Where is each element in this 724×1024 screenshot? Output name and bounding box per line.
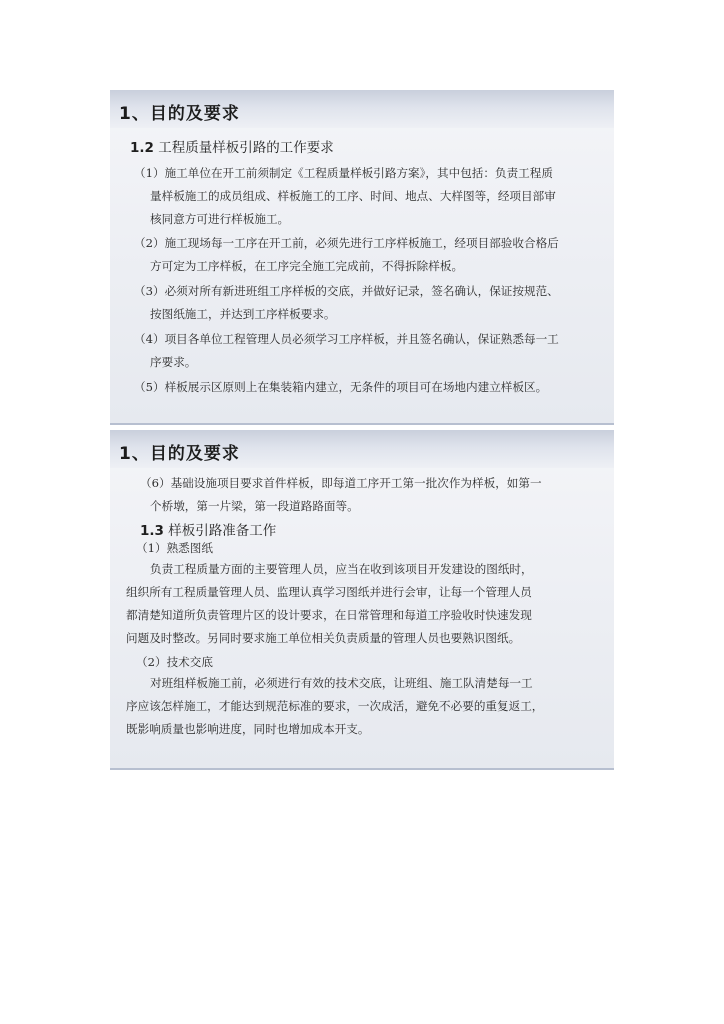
item-6-line-1: （6）基础设施项目要求首件样板，即每道工序开工第一批次作为样板，如第一: [140, 476, 542, 490]
item-4: [134, 328, 559, 374]
item-3-line-2: 按图纸施工，并达到工序样板要求。: [150, 307, 336, 321]
section-text: 样板引路准备工作: [163, 523, 277, 539]
slide-1: [110, 90, 614, 425]
item-5: [134, 376, 547, 399]
item-1: [134, 162, 556, 231]
item-6-line-2: 个桥墩，第一片梁，第一段道路路面等。: [150, 499, 359, 513]
item-2: [134, 232, 559, 278]
item-1-line-2: 量样板施工的成员组成、样板施工的工序、时间、地点、大样图等，经项目部审: [150, 189, 556, 203]
item-3-line-1: （3）必须对所有新进班组工序样板的交底，并做好记录，签名确认，保证按规范、: [134, 284, 559, 298]
paragraph-drawings: [126, 558, 533, 650]
paragraph-briefing-line-1: 对班组样板施工前，必须进行有效的技术交底，让班组、施工队清楚每一工: [150, 676, 533, 690]
slide-1-title: 1、目的及要求: [119, 104, 240, 124]
item-5-line-1: （5）样板展示区原则上在集装箱内建立，无条件的项目可在场地内建立样板区。: [134, 380, 548, 394]
paragraph-briefing-line-3: 既影响质量也影响进度，同时也增加成本开支。: [126, 722, 370, 736]
subheading-technical-briefing: （2）技术交底: [136, 655, 213, 669]
item-4-line-1: （4）项目各单位工程管理人员必须学习工序样板，并且签名确认，保证熟悉每一工: [134, 332, 559, 346]
section-text: 工程质量样板引路的工作要求: [153, 140, 334, 156]
item-4-line-2: 序要求。: [150, 355, 197, 369]
slide-2-title: 1、目的及要求: [119, 444, 240, 464]
subheading-familiarize-drawings: （1）熟悉图纸: [136, 541, 213, 555]
paragraph-briefing-line-2: 序应该怎样施工，才能达到规范标准的要求，一次成活，避免不必要的重复返工，: [126, 699, 544, 713]
paragraph-drawings-line-2: 组织所有工程质量管理人员、监理认真学习图纸并进行会审，让每一个管理人员: [126, 585, 532, 599]
slide-1-header: [110, 90, 614, 128]
section-number: 1.2: [130, 140, 154, 156]
section-heading-1-2: [130, 136, 334, 156]
item-3: [134, 280, 559, 326]
item-2-line-2: 方可定为工序样板，在工序完全施工完成前，不得拆除样板。: [150, 259, 464, 273]
paragraph-briefing: [126, 672, 543, 741]
slide-2-header: [110, 430, 614, 468]
item-1-line-3: 核同意方可进行样板施工。: [150, 212, 290, 226]
section-heading-1-3: [140, 519, 276, 539]
paragraph-drawings-line-1: 负责工程质量方面的主要管理人员，应当在收到该项目开发建设的图纸时，: [150, 562, 533, 576]
item-6: [140, 472, 542, 518]
paragraph-drawings-line-3: 都清楚知道所负责管理片区的设计要求，在日常管理和每道工序验收时快速发现: [126, 608, 532, 622]
section-number: 1.3: [140, 523, 164, 539]
paragraph-drawings-line-4: 问题及时整改。另同时要求施工单位相关负责质量的管理人员也要熟识图纸。: [126, 631, 521, 645]
slide-2: [110, 430, 614, 770]
item-2-line-1: （2）施工现场每一工序在开工前，必须先进行工序样板施工，经项目部验收合格后: [134, 236, 559, 250]
item-1-line-1: （1）施工单位在开工前须制定《工程质量样板引路方案》，其中包括：负责工程质: [134, 166, 553, 180]
